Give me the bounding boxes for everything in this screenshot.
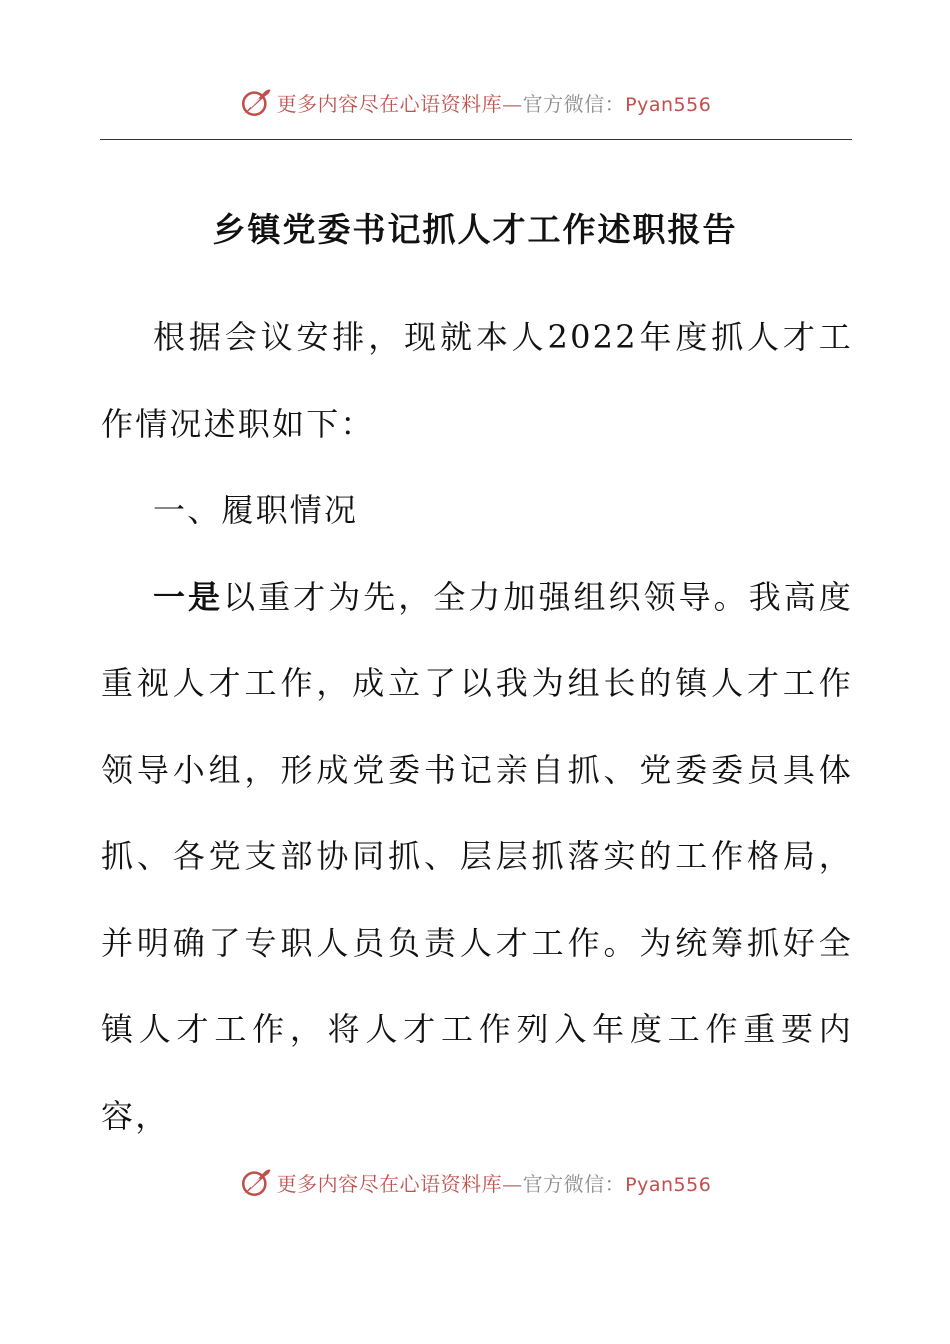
watermark-dash: — bbox=[502, 91, 523, 116]
watermark-label: 官方微信： bbox=[522, 1171, 626, 1196]
watermark-main-text: 更多内容尽在心语资料库 bbox=[276, 91, 503, 116]
watermark-account: Pyan556 bbox=[625, 93, 712, 116]
section-heading: 一、履职情况 bbox=[153, 491, 359, 529]
point-paragraph bbox=[101, 554, 853, 1160]
point-text: 以重才为先，全力加强组织领导。我高度重视人才工作，成立了以我为组长的镇人才工作领导小组，形成党委书记亲自抓、党委委员具体抓、各党支部协同抓、层层抓落实的工作格局，并明确了专职人员负责人才工作。为统筹抓好全镇人才工作，将人才工作列入年度工作重要内容， bbox=[101, 577, 853, 1135]
document-body bbox=[101, 294, 853, 1159]
header-watermark bbox=[0, 82, 950, 122]
watermark-account: Pyan556 bbox=[625, 1173, 712, 1196]
header-divider bbox=[100, 139, 852, 140]
intro-paragraph: 根据会议安排，现就本人2022年度抓人才工作情况述职如下： bbox=[101, 318, 853, 443]
watermark-dash: — bbox=[502, 1171, 523, 1196]
point-lead: 一是 bbox=[153, 577, 224, 616]
quill-circle-logo-icon bbox=[239, 85, 273, 119]
footer-watermark bbox=[0, 1162, 950, 1202]
quill-circle-logo-icon bbox=[239, 1165, 273, 1199]
watermark-main-text: 更多内容尽在心语资料库 bbox=[276, 1171, 503, 1196]
watermark-label: 官方微信： bbox=[522, 91, 626, 116]
document-title: 乡镇党委书记抓人才工作述职报告 bbox=[212, 210, 738, 249]
